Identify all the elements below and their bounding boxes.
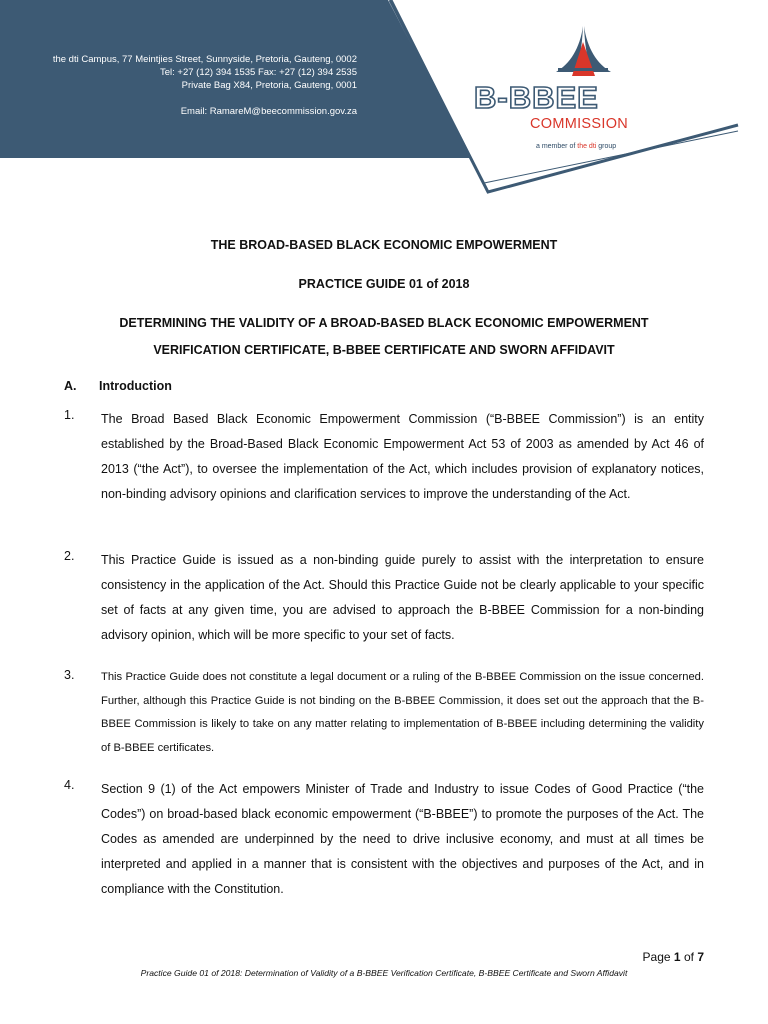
page-counter [643, 950, 704, 964]
section-title: Introduction [99, 379, 172, 393]
document-subject-line2: VERIFICATION CERTIFICATE, B-BBEE CERTIFICATE AND SWORN AFFIDAVIT [153, 343, 615, 357]
paragraph-text: This Practice Guide is issued as a non-binding guide purely to assist with the interpretation to ensure consistency in the application of the Act. Should this Practice Guide not be clearly applicable to your specific set of facts at any given time, you are advised to approach the B-BBEE Commission for a non-binding advisory opinion, which will be more specific to your set of facts. [101, 553, 704, 642]
logo-emblem-icon [556, 26, 611, 76]
phone-fax-line: Tel: +27 (12) 394 1535 Fax: +27 (12) 394 2535 [160, 67, 357, 78]
page-current: 1 [673, 950, 681, 964]
practice-guide-number: PRACTICE GUIDE 01 of 2018 [298, 277, 470, 291]
paragraph-text: Section 9 (1) of the Act empowers Minister of Trade and Industry to issue Codes of Good Practice (“the Codes”) on broad-based black economic empowerment (“B-BBEE”) to promote the purposes of the Act. The Codes as amended are underpinned by the need to drive inclusive economy, and must at all times be interpreted and applied in a manner that is consistent with the objectives and purposes of the Act, and in compliance with the Constitution. [101, 782, 704, 896]
paragraph-number: 4. [64, 778, 75, 792]
document-title: THE BROAD-BASED BLACK ECONOMIC EMPOWERMENT [210, 238, 558, 252]
page-total: 7 [697, 950, 704, 964]
paragraph-text: The Broad Based Black Economic Empowerment Commission (“B-BBEE Commission”) is an entity established by the Broad-Based Black Economic Empowerment Act 53 of 2003 as amended by Act 46 of 2013 (“the Act”), to oversee the implementation of the Act, which includes provision of explanatory notices, non-binding advisory opinions and clarification services to improve the understanding of the Act. [101, 412, 704, 501]
logo-wordmark: B-BBEE [474, 80, 599, 115]
paragraph-number: 1. [64, 408, 75, 422]
member-suffix: group [598, 143, 617, 150]
section-letter: A. [64, 379, 77, 393]
document-subject-line1: DETERMINING THE VALIDITY OF A BROAD-BASED BLACK ECONOMIC EMPOWERMENT [119, 316, 649, 330]
header-address-block [53, 53, 357, 118]
member-highlight: the dti [577, 143, 597, 150]
email-line: Email: RamareM@beecommission.gov.za [180, 106, 357, 117]
paragraph-text: This Practice Guide does not constitute a legal document or a ruling of the B-BBEE Commission on the issue concerned. Further, although this Practice Guide is not binding on the B-BBEE Commission, it does set out the approach that the B-BBEE Commission is likely to take on any matter relating to implementation of B-BBEE including determining the validity of B-BBEE certificates. [101, 671, 704, 755]
page-of: of [683, 950, 694, 964]
paragraph-number: 2. [64, 549, 75, 563]
footer-note: Practice Guide 01 of 2018: Determination of Validity of a B-BBEE Verification Certificate, B-BBEE Certificate and Sworn Affidavit [140, 968, 628, 978]
logo-subtitle: COMMISSION [530, 116, 629, 132]
page-word: Page [642, 950, 671, 964]
member-prefix: a member of [536, 143, 576, 150]
address-line: the dti Campus, 77 Meintjies Street, Sunnyside, Pretoria, Gauteng, 0002 [52, 54, 357, 65]
logo-member-tagline [536, 143, 616, 150]
postal-line: Private Bag X84, Pretoria, Gauteng, 0001 [181, 80, 357, 91]
paragraph-number: 3. [64, 668, 75, 682]
